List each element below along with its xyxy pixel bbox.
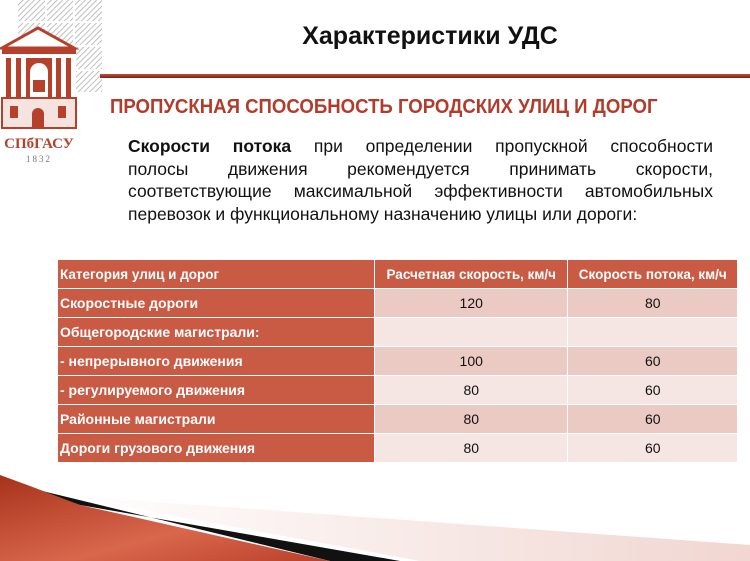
bold-lead: Скорости потока (128, 136, 292, 156)
category-cell: - регулируемого движения (58, 376, 375, 405)
slide-title: Характеристики УДС (302, 22, 558, 50)
design-speed-cell: 120 (375, 289, 568, 318)
paragraph-line: соответствующие максимальной эффективности автомобильных (128, 181, 713, 201)
category-cell: - непрерывного движения (58, 347, 375, 376)
category-cell: Общегородские магистрали: (58, 318, 375, 347)
flow-speed-cell (568, 318, 738, 347)
design-speed-cell: 80 (375, 434, 568, 463)
table-row (58, 434, 738, 463)
table-row (58, 347, 738, 376)
decorative-swoosh (0, 460, 750, 561)
category-cell: Районные магистрали (58, 405, 375, 434)
table-row (58, 318, 738, 347)
title-divider (100, 74, 750, 78)
university-logo (0, 0, 105, 170)
description-paragraph (128, 135, 713, 225)
design-speed-cell: 100 (375, 347, 568, 376)
paragraph-line (128, 135, 713, 158)
flow-speed-cell: 60 (568, 434, 738, 463)
svg-text:СПбГАСУ: СПбГАСУ (4, 136, 74, 152)
paragraph-line: полосы движения рекомендуется принимать скорости, (128, 158, 713, 179)
paragraph-text: при определении пропускной способности (313, 136, 713, 156)
table-row (58, 405, 738, 434)
slide-subtitle: ПРОПУСКНАЯ СПОСОБНОСТЬ ГОРОДСКИХ УЛИЦ И ДОРОГ (110, 96, 658, 118)
design-speed-cell: 80 (375, 405, 568, 434)
design-speed-cell: 80 (375, 376, 568, 405)
header-cell: Расчетная скорость, км/ч (375, 260, 568, 289)
table-row (58, 289, 738, 318)
speed-table (57, 259, 738, 463)
category-cell: Скоростные дороги (58, 289, 375, 318)
design-speed-cell (375, 318, 568, 347)
flow-speed-cell: 80 (568, 289, 738, 318)
table-row (58, 376, 738, 405)
flow-speed-cell: 60 (568, 376, 738, 405)
flow-speed-cell: 60 (568, 347, 738, 376)
table-header-row (58, 260, 738, 289)
header-cell: Категория улиц и дорог (58, 260, 375, 289)
flow-speed-cell: 60 (568, 405, 738, 434)
paragraph-line: перевозок и функциональному назначению улицы или дороги: (128, 203, 638, 224)
svg-text:1832: 1832 (26, 154, 52, 164)
category-cell: Дороги грузового движения (58, 434, 375, 463)
header-cell: Скорость потока, км/ч (568, 260, 738, 289)
